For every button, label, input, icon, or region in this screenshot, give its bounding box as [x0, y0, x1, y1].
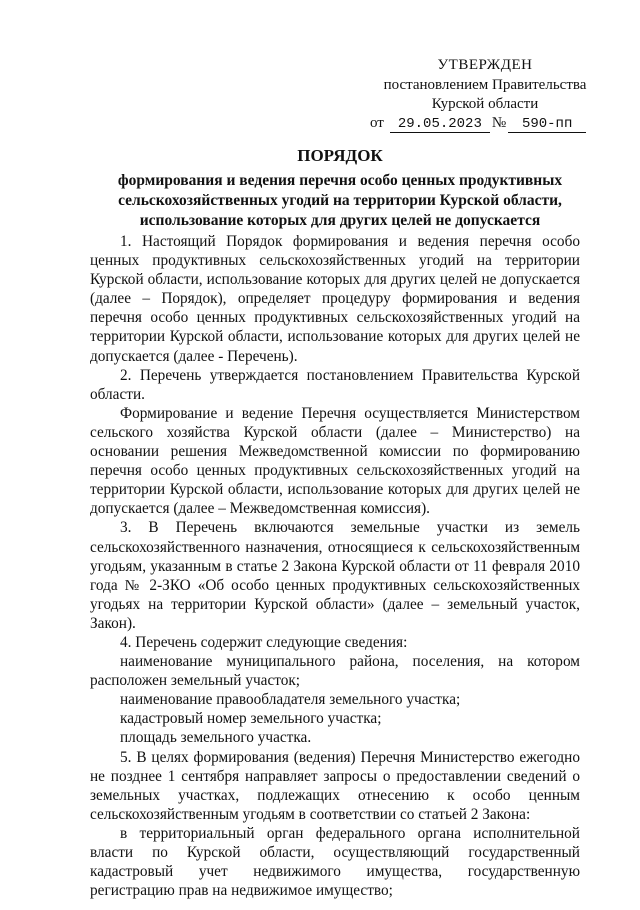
approval-date-number-line: [370, 114, 600, 133]
paragraph-6: 5. В целях формирования (ведения) Перечня Министерство ежегодно не позднее 1 сентября направляет запросы о предоставлении сведений о земельных участках, подлежащих отнесению к особо ценным сельскохозяйственным угодьям в соответствии со статьей 2 Закона:: [90, 748, 580, 823]
list-item-area: площадь земельного участка.: [120, 729, 312, 747]
paragraph-1: 1. Настоящий Порядок формирования и ведения перечня особо ценных продуктивных сельскохозяйственных угодий на территории Курской области, использование которых для других целей не допускается (далее – Порядок), определяет процедуру формирования и ведения перечня особо ценных продуктивных сельскохозяйственных угодий на территории Курской области, использование которых для других целей не допускается (далее - Перечень).: [90, 233, 580, 365]
document-title-block: [90, 146, 590, 231]
paragraph-4: 3. В Перечень включаются земельные участки из земель сельскохозяйственного назначения, относящиеся к сельскохозяйственным угодьям, указанным в статье 2 Закона Курской области от 11 февраля 2010 года № 2-ЗКО «Об особо ценных продуктивных сельскохозяйственных угодьях на территории Курской области» (далее – земельный участок, Закон).: [90, 519, 580, 632]
list-item-cadastral-number: кадастровый номер земельного участка;: [120, 710, 382, 728]
paragraph-5: 4. Перечень содержит следующие сведения:: [120, 633, 408, 651]
document-body: [90, 232, 580, 900]
paragraph-2: 2. Перечень утверждается постановлением Правительства Курской области.: [90, 366, 580, 403]
number-label: №: [491, 115, 507, 131]
decree-number: 590-пп: [508, 116, 586, 133]
title-line-3: использование которых для других целей не допускается: [139, 212, 541, 229]
decree-date: 29.05.2023: [390, 116, 490, 133]
approval-line-1: постановлением Правительства: [383, 77, 587, 93]
approval-stamp-block: [370, 56, 600, 133]
list-item-district: наименование муниципального района, поселения, на котором расположен земельный участок;: [90, 653, 580, 690]
from-label: от: [370, 115, 384, 131]
paragraph-3: Формирование и ведение Перечня осуществляется Министерством сельского хозяйства Курской области (далее – Министерство) на основании решения Межведомственной комиссии по формированию перечня особо ценных продуктивных сельскохозяйственных угодий на территории Курской области, использование которых для других целей не допускается (далее – Межведомственная комиссия).: [90, 404, 580, 518]
approval-line-2: Курской области: [431, 96, 539, 112]
title-line-2: сельскохозяйственных угодий на территории Курской области,: [118, 192, 562, 209]
paragraph-7: в территориальный орган федерального органа исполнительной власти по Курской области, осуществляющий государственный кадастровый учет недвижимого имущества, государственную регистрацию прав на недвижимое имущество;: [90, 824, 580, 900]
title-line-1: формирования и ведения перечня особо ценных продуктивных: [117, 172, 563, 189]
list-item-owner: наименование правообладателя земельного участка;: [120, 691, 461, 709]
document-title: ПОРЯДОК: [297, 146, 383, 165]
approval-heading: УТВЕРЖДЕН: [437, 57, 533, 73]
